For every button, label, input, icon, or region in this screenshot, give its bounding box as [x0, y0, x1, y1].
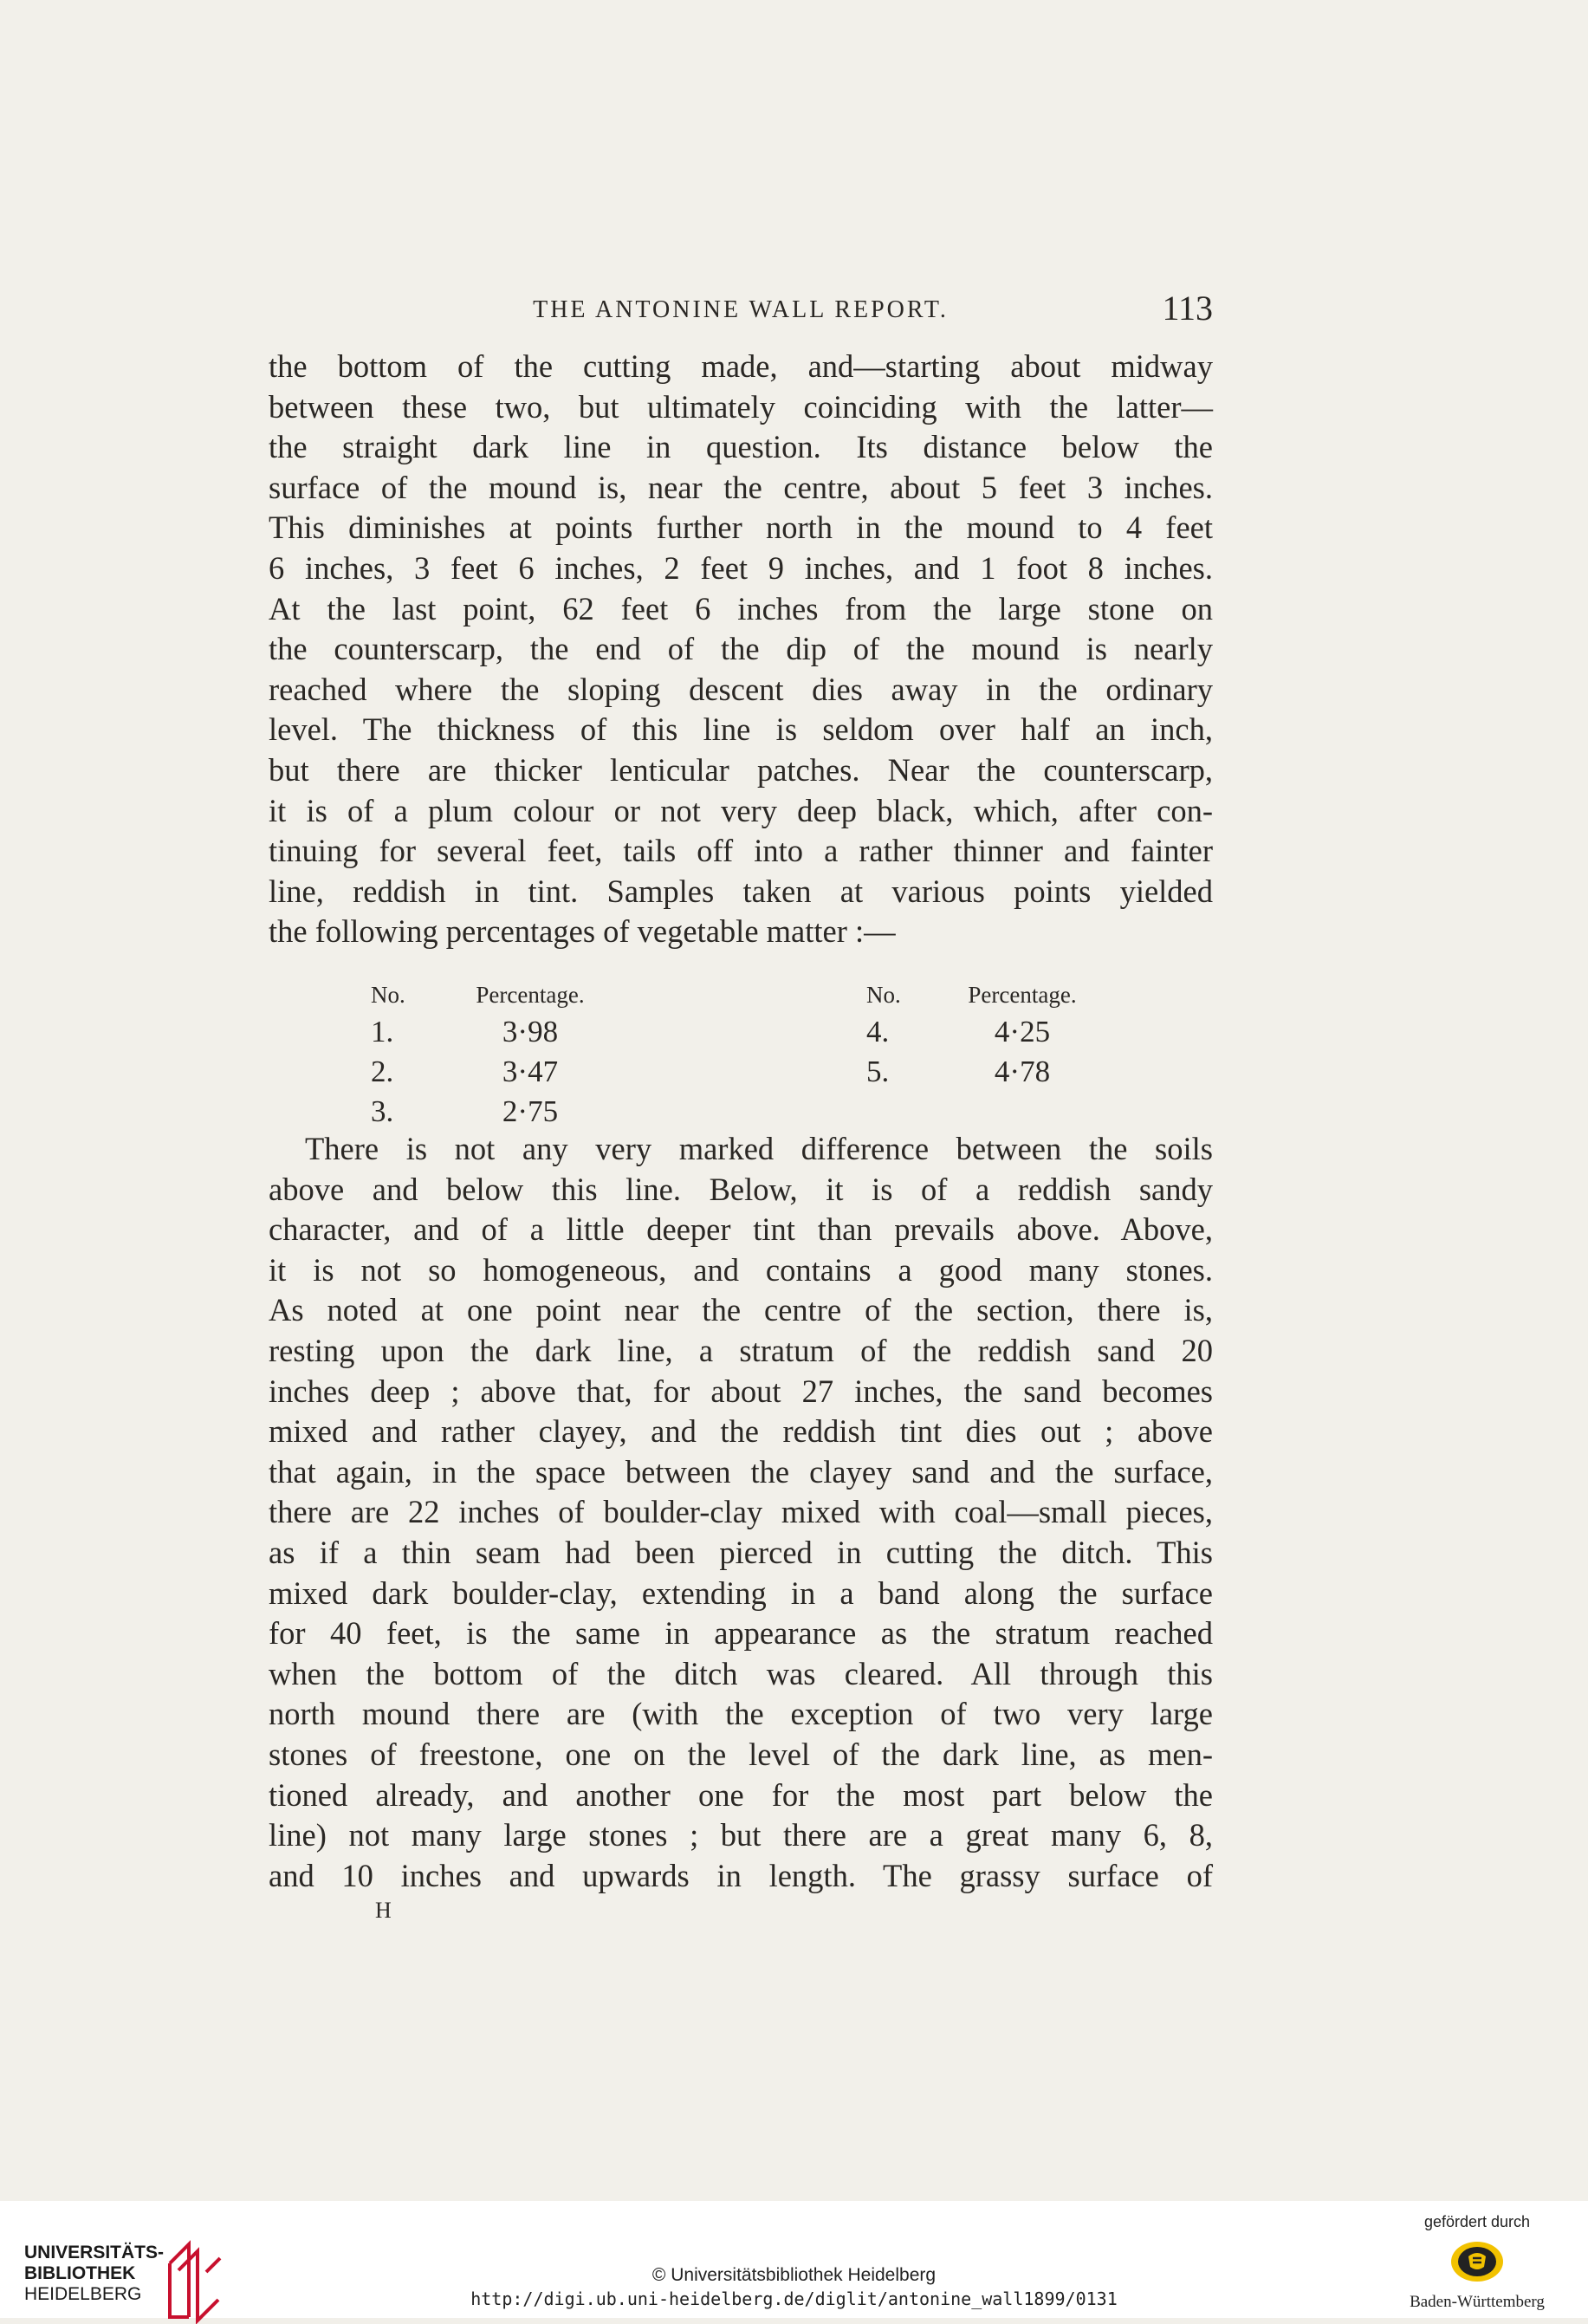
text-line: the bottom of the cutting made, and—starting about midway — [269, 348, 1213, 384]
paragraph-1 — [269, 347, 1213, 952]
text-line: above and below this line. Below, it is of a reddish sandy — [269, 1171, 1213, 1207]
library-name-line3: HEIDELBERG — [24, 2284, 142, 2304]
text-line: tioned already, and another one for the most part below the — [269, 1776, 1213, 1813]
funder-name: Baden-Württemberg — [1410, 2293, 1545, 2311]
table-header-no: No. — [866, 982, 901, 1008]
text-line: that again, in the space between the clayey sand and the surface, — [269, 1453, 1213, 1490]
library-name-line2: BIBLIOTHEK — [24, 2263, 136, 2283]
text-line: the straight dark line in question. Its distance below the — [269, 429, 1213, 465]
table-column-percentage-left — [444, 977, 617, 1132]
table-cell-percentage: 3·98 — [502, 1015, 559, 1048]
library-name-line1: UNIVERSITÄTS- — [24, 2243, 165, 2262]
text-line: surface of the mound is, near the centre, about 5 feet 3 inches. — [269, 469, 1213, 505]
table-cell-no: 3. — [371, 1094, 394, 1128]
running-head — [269, 289, 1213, 328]
text-line: north mound there are (with the exception of two very large — [269, 1696, 1213, 1732]
signature-mark: H — [375, 1898, 392, 1923]
text-line: tinuing for several feet, tails off into a rather thinner and fainter — [269, 833, 1213, 869]
state-emblem-icon — [1449, 2239, 1505, 2284]
copyright-text: © Universitätsbibliothek Heidelberg — [651, 2265, 937, 2285]
text-line: for 40 feet, is the same in appearance as the stratum reached — [269, 1615, 1213, 1652]
paragraph-2 — [269, 1129, 1213, 1896]
text-line: the following percentages of vegetable matter :— — [269, 913, 896, 950]
table-cell-no: 2. — [371, 1055, 394, 1088]
text-line: At the last point, 62 feet 6 inches from the large stone on — [269, 590, 1213, 626]
permalink-url[interactable]: http://digi.ub.uni-heidelberg.de/diglit/antonine_wall1899/0131 — [470, 2288, 1118, 2309]
text-line: stones of freestone, one on the level of the dark line, as men- — [269, 1736, 1213, 1772]
text-line: character, and of a little deeper tint than prevails above. Above, — [269, 1211, 1213, 1248]
text-line: inches deep ; above that, for about 27 inches, the sand becomes — [269, 1373, 1213, 1409]
table-cell-percentage: 4·25 — [994, 1015, 1051, 1048]
table-cell-percentage: 3·47 — [502, 1055, 559, 1088]
table-header-percentage: Percentage. — [968, 982, 1077, 1008]
text-line: This diminishes at points further north in the mound to 4 feet — [269, 510, 1213, 546]
text-line: the counterscarp, the end of the dip of the mound is nearly — [269, 631, 1213, 667]
table-column-percentage-right — [936, 977, 1109, 1092]
text-line: there are 22 inches of boulder-clay mixed with coal—small pieces, — [269, 1494, 1213, 1530]
text-line: when the bottom of the ditch was cleared. All through this — [269, 1655, 1213, 1691]
text-line: line) not many large stones ; but there are a great many 6, 8, — [269, 1817, 1213, 1853]
table-cell-percentage: 2·75 — [502, 1094, 559, 1128]
text-line: between these two, but ultimately coinciding with the latter— — [269, 388, 1213, 425]
text-line: As noted at one point near the centre of the section, there is, — [269, 1292, 1213, 1328]
text-line: 6 inches, 3 feet 6 inches, 2 feet 9 inches, and 1 foot 8 inches. — [269, 549, 1213, 586]
text-line: it is of a plum colour or not very deep black, which, after con- — [269, 792, 1213, 828]
text-line: resting upon the dark line, a stratum of the reddish sand 20 — [269, 1332, 1213, 1368]
text-line: level. The thickness of this line is seldom over half an inch, — [269, 711, 1213, 748]
funder-label: gefördert durch — [1423, 2213, 1531, 2230]
table-cell-no: 4. — [866, 1015, 890, 1048]
text-line: mixed and rather clayey, and the reddish tint dies out ; above — [269, 1413, 1213, 1450]
text-line: There is not any very marked difference between the soils — [305, 1131, 1213, 1166]
text-line: reached where the sloping descent dies away in the ordinary — [269, 671, 1213, 707]
text-line: it is not so homogeneous, and contains a good many stones. — [269, 1251, 1213, 1288]
text-line: and 10 inches and upwards in length. The grassy surface of — [269, 1857, 1213, 1893]
footer-bar — [0, 2201, 1588, 2318]
page-number: 113 — [1162, 289, 1213, 328]
running-title: THE ANTONINE WALL REPORT. — [533, 296, 949, 323]
text-line: as if a thin seam had been pierced in cutting the ditch. This — [269, 1534, 1213, 1570]
table-header-no: No. — [371, 982, 405, 1008]
table-header-percentage: Percentage. — [476, 982, 585, 1008]
table-cell-no: 1. — [371, 1015, 394, 1048]
funder-block[interactable] — [1390, 2213, 1564, 2313]
table-cell-no: 5. — [866, 1055, 890, 1088]
text-line: but there are thicker lenticular patches. Near the counterscarp, — [269, 751, 1213, 788]
text-line: mixed dark boulder-clay, extending in a band along the surface — [269, 1574, 1213, 1611]
table-cell-percentage: 4·78 — [994, 1055, 1051, 1088]
text-line: line, reddish in tint. Samples taken at various points yielded — [269, 873, 1213, 909]
